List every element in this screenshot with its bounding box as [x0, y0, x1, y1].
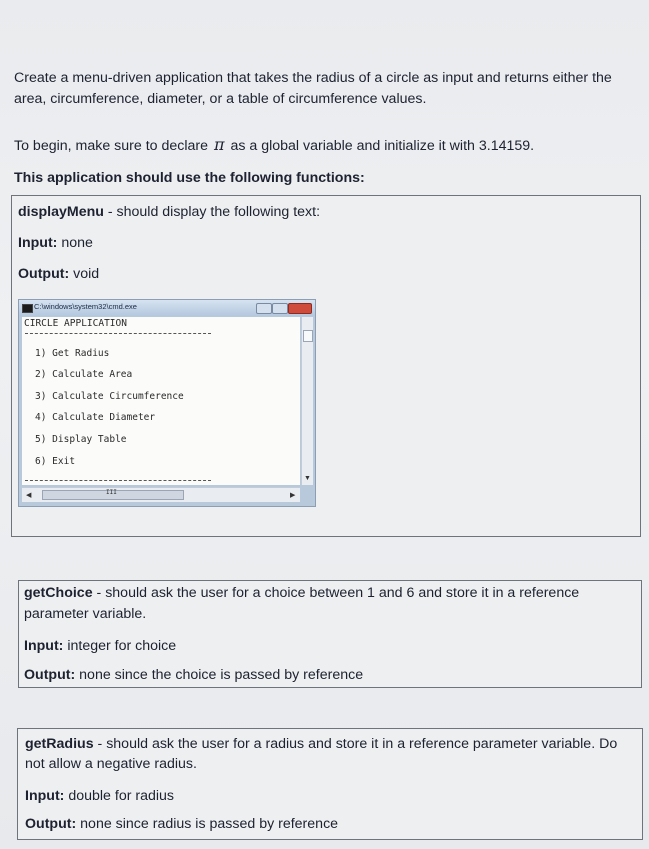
get-choice-box	[18, 580, 642, 688]
pi-symbol: π	[213, 135, 225, 154]
intro-line-2: area, circumference, diameter, or a table of circumference values.	[14, 91, 427, 107]
console-screen	[22, 317, 300, 485]
get-radius-output-value: none since radius is passed by reference	[76, 816, 339, 832]
minimize-icon	[256, 303, 272, 314]
console-horizontal-scrollbar	[22, 487, 300, 502]
console-vertical-scrollbar	[301, 317, 313, 485]
get-radius-output	[25, 816, 338, 832]
console-title-path: C:\windows\system32\cmd.exe	[34, 302, 137, 311]
get-radius-desc: - should ask the user for a radius and store it in a reference parameter variable. Do	[93, 736, 618, 752]
get-choice-desc-cont: parameter variable.	[24, 606, 147, 622]
get-radius-output-label: Output:	[25, 816, 77, 832]
get-choice-output-value: none since the choice is passed by reference	[75, 667, 364, 683]
scroll-thumb	[42, 490, 184, 500]
get-choice-input-value: integer for choice	[63, 638, 177, 654]
pi-text-before: To begin, make sure to declare	[14, 138, 209, 154]
console-divider-bottom	[25, 480, 211, 481]
display-menu-input-value: none	[57, 235, 93, 251]
intro-paragraph	[14, 68, 639, 110]
get-radius-input-value: double for radius	[64, 788, 175, 804]
display-menu-input	[18, 235, 93, 251]
scroll-grip: III	[106, 489, 117, 496]
pi-text-after: as a global variable and initialize it with 3.14159.	[230, 138, 535, 154]
display-menu-output-label: Output:	[18, 266, 70, 282]
get-choice-output	[24, 667, 363, 683]
menu-item: 2) Calculate Area	[35, 369, 133, 380]
menu-item: 3) Calculate Circumference	[35, 391, 184, 402]
console-divider-top	[25, 333, 211, 334]
menu-item: 5) Display Table	[35, 434, 127, 445]
get-choice-desc: - should ask the user for a choice between 1 and 6 and store it in a reference	[92, 585, 580, 601]
intro-line-1: Create a menu-driven application that takes the radius of a circle as input and returns either the	[14, 70, 612, 86]
get-choice-title	[24, 585, 579, 601]
menu-item: 4) Calculate Diameter	[35, 412, 156, 423]
scroll-right-arrow-icon: ▶	[290, 492, 296, 499]
menu-item: 6) Exit	[35, 456, 76, 467]
display-menu-input-label: Input:	[18, 235, 58, 251]
display-menu-output-value: void	[69, 266, 100, 282]
get-choice-input-label: Input:	[24, 638, 64, 654]
display-menu-name: displayMenu	[18, 204, 104, 220]
get-radius-input-label: Input:	[25, 788, 65, 804]
console-title-bar	[19, 300, 315, 316]
scroll-thumb	[303, 330, 313, 342]
pi-instruction	[14, 135, 534, 154]
get-radius-title	[25, 736, 617, 752]
get-choice-output-label: Output:	[24, 667, 76, 683]
maximize-icon	[272, 303, 288, 314]
get-radius-box	[17, 728, 643, 840]
get-radius-name: getRadius	[25, 736, 94, 752]
scroll-down-arrow-icon: ▼	[304, 475, 311, 482]
display-menu-title	[18, 204, 320, 220]
functions-heading: This application should use the following functions:	[14, 170, 365, 186]
console-icon	[22, 304, 33, 313]
get-radius-input	[25, 788, 174, 804]
menu-item: 1) Get Radius	[35, 348, 110, 359]
scroll-left-arrow-icon: ◀	[26, 492, 32, 499]
console-window	[18, 299, 316, 507]
display-menu-output	[18, 266, 99, 282]
console-header: CIRCLE APPLICATION	[24, 318, 127, 329]
get-radius-desc-cont: not allow a negative radius.	[25, 756, 197, 772]
get-choice-input	[24, 638, 176, 654]
close-icon	[288, 303, 312, 314]
get-choice-name: getChoice	[24, 585, 93, 601]
display-menu-desc: - should display the following text:	[103, 204, 321, 220]
